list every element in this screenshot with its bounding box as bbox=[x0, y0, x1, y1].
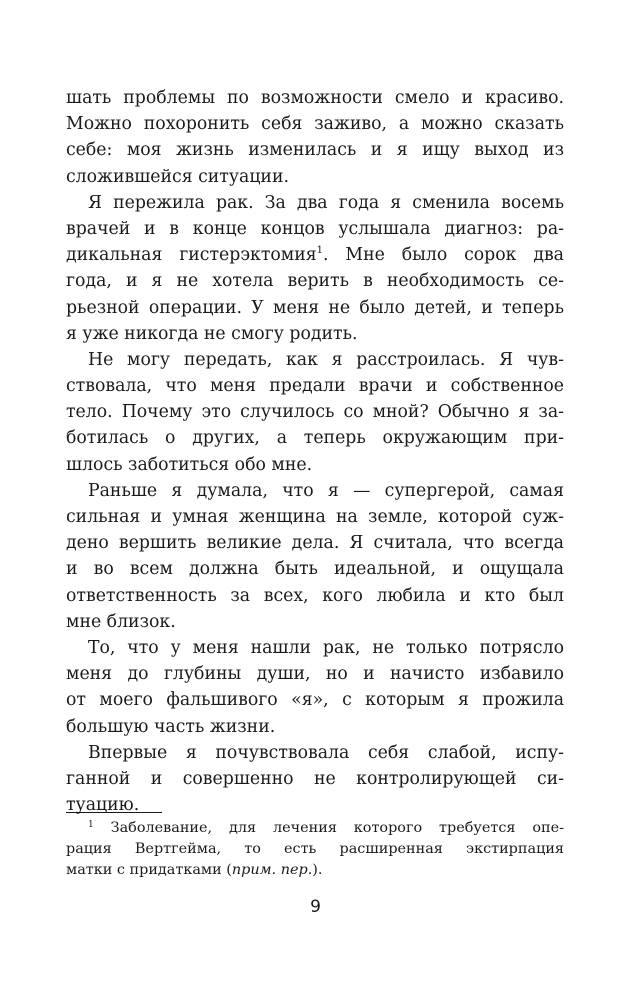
text-line: я уже никогда не смогу родить. bbox=[66, 323, 358, 344]
text-line: года, и я не хотела верить в необходимость се- bbox=[66, 271, 564, 292]
paragraph-6 bbox=[66, 740, 564, 819]
text-line: туацию. bbox=[66, 795, 140, 816]
paragraph-4 bbox=[66, 478, 564, 635]
paragraph-2 bbox=[66, 190, 564, 347]
footnote-line bbox=[66, 818, 564, 839]
text-line: ответственность за всех, кого любила и кто был bbox=[66, 585, 564, 606]
footnote-line bbox=[66, 860, 564, 881]
text-line: шлось заботиться обо мне. bbox=[66, 454, 313, 475]
text-line: ствовала, что меня предали врачи и собственное bbox=[66, 376, 564, 397]
text-line: меня до глубины души, но и начисто избавило bbox=[66, 664, 564, 685]
text-line: рьезной операции. У меня не было детей, и теперь bbox=[66, 297, 564, 318]
text-line: врачей и в конце концов услышала диагноз: ра- bbox=[66, 218, 564, 239]
text-line: большую часть жизни. bbox=[66, 716, 276, 737]
text-line: Можно похоронить себя заживо, а можно сказать bbox=[66, 114, 564, 135]
paragraph-5 bbox=[66, 635, 564, 740]
text-line: сильная и умная женщина на земле, которой суж- bbox=[66, 507, 564, 527]
footnote-text: матки с придатками ( bbox=[66, 862, 232, 878]
footnote bbox=[66, 818, 564, 881]
footnote-italic-note: прим. пер. bbox=[231, 862, 313, 878]
text-line: Впервые я почувствовала себя слабой, испу- bbox=[88, 742, 564, 763]
text-line: шать проблемы по возможности смело и красиво. bbox=[66, 88, 564, 108]
text-line: Раньше я думала, что я — супергерой, самая bbox=[88, 480, 564, 501]
text-segment: . Мне было сорок два bbox=[323, 245, 564, 266]
text-line: ганной и совершенно не контролирующей си- bbox=[66, 768, 564, 789]
text-line: мне близок. bbox=[66, 611, 176, 632]
footnote-mark: 1 bbox=[88, 820, 94, 830]
body-text bbox=[66, 85, 564, 818]
footnote-text: ). bbox=[312, 862, 323, 878]
footnote-reference: 1 bbox=[316, 245, 324, 257]
text-line: То, что у меня нашли рак, не только потрясло bbox=[88, 637, 564, 658]
page-number: 9 bbox=[310, 897, 321, 917]
text-line: сложившейся ситуации. bbox=[66, 166, 289, 187]
paragraph-1 bbox=[66, 85, 564, 190]
footnote-text: Заболевание, для лечения которого требуется опе- bbox=[110, 820, 564, 836]
text-line: и во всем должна быть идеальной, и ощущала bbox=[66, 559, 564, 580]
text-line: дено вершить великие дела. Я считала, что всегда bbox=[66, 533, 564, 554]
footnote-divider bbox=[66, 812, 162, 813]
text-segment: дикальная гистерэктомия bbox=[66, 245, 317, 266]
paragraph-3 bbox=[66, 347, 564, 478]
text-line: тело. Почему это случилось со мной? Обычно я за- bbox=[66, 402, 564, 423]
text-line: от моего фальшивого «я», с которым я прожила bbox=[66, 690, 564, 711]
text-line-with-footnote bbox=[66, 242, 564, 268]
footnote-line: рация Вертгейма, то есть расширенная экстирпация bbox=[66, 841, 564, 857]
text-line: себе: моя жизнь изменилась и я ищу выход из bbox=[66, 140, 564, 161]
text-line: Не могу передать, как я расстроилась. Я чув- bbox=[88, 349, 564, 370]
text-line: Я пережила рак. За два года я сменила восемь bbox=[88, 192, 564, 213]
text-line: ботилась о других, а теперь окружающим при- bbox=[66, 428, 564, 449]
